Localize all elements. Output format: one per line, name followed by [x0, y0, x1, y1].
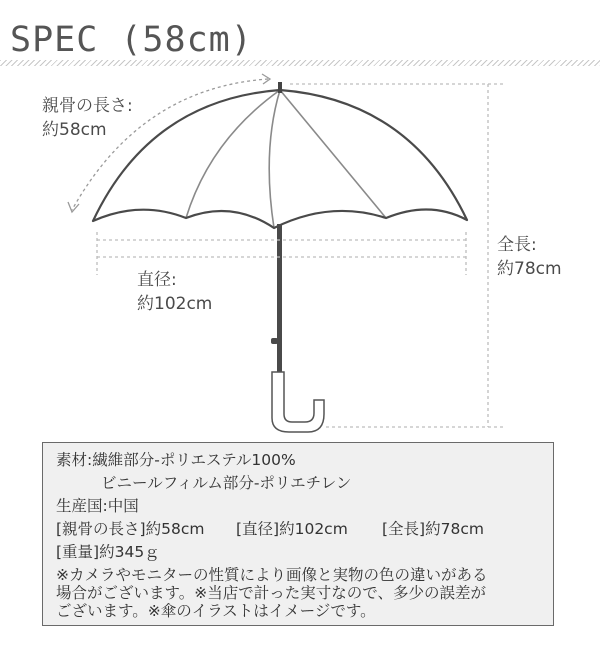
spec-note-line: ございます。※傘のイラストはイメージです。 — [56, 602, 376, 620]
spec-diameter: [直径]約102cm — [236, 520, 348, 538]
umbrella-canopy — [93, 90, 467, 228]
spec-weight: [重量]約345ｇ — [56, 543, 160, 561]
spec-box — [42, 442, 554, 626]
diameter-value: 約102cm — [137, 294, 213, 314]
rib-length-label: 親骨の長さ: — [42, 96, 133, 116]
rib-length-value: 約58cm — [42, 120, 107, 140]
spec-rib-length: [親骨の長さ]約58cm — [56, 520, 205, 538]
total-length-label: 全長: — [497, 235, 537, 255]
total-length-value: 約78cm — [497, 259, 562, 279]
spec-note-line: 場合がございます。※当店で計った実寸なので、多少の誤差が — [56, 584, 486, 602]
spec-material: 素材:繊維部分-ポリエステル100% — [56, 451, 296, 469]
spec-total-length: [全長]約78cm — [382, 520, 484, 538]
spec-note-line: ※カメラやモニターの性質により画像と実物の色の違いがある — [56, 566, 488, 584]
page-title: SPEC (58cm) — [10, 20, 253, 60]
umbrella-button — [271, 338, 278, 344]
umbrella-ribs — [186, 90, 386, 228]
diameter-label: 直径: — [137, 270, 177, 290]
spec-material-film: ビニールフィルム部分-ポリエチレン — [101, 474, 352, 492]
umbrella-shaft — [277, 224, 282, 372]
umbrella-handle — [272, 372, 324, 432]
spec-origin: 生産国:中国 — [56, 497, 139, 515]
umbrella-tip — [278, 82, 282, 93]
total-length-guide — [290, 84, 505, 427]
